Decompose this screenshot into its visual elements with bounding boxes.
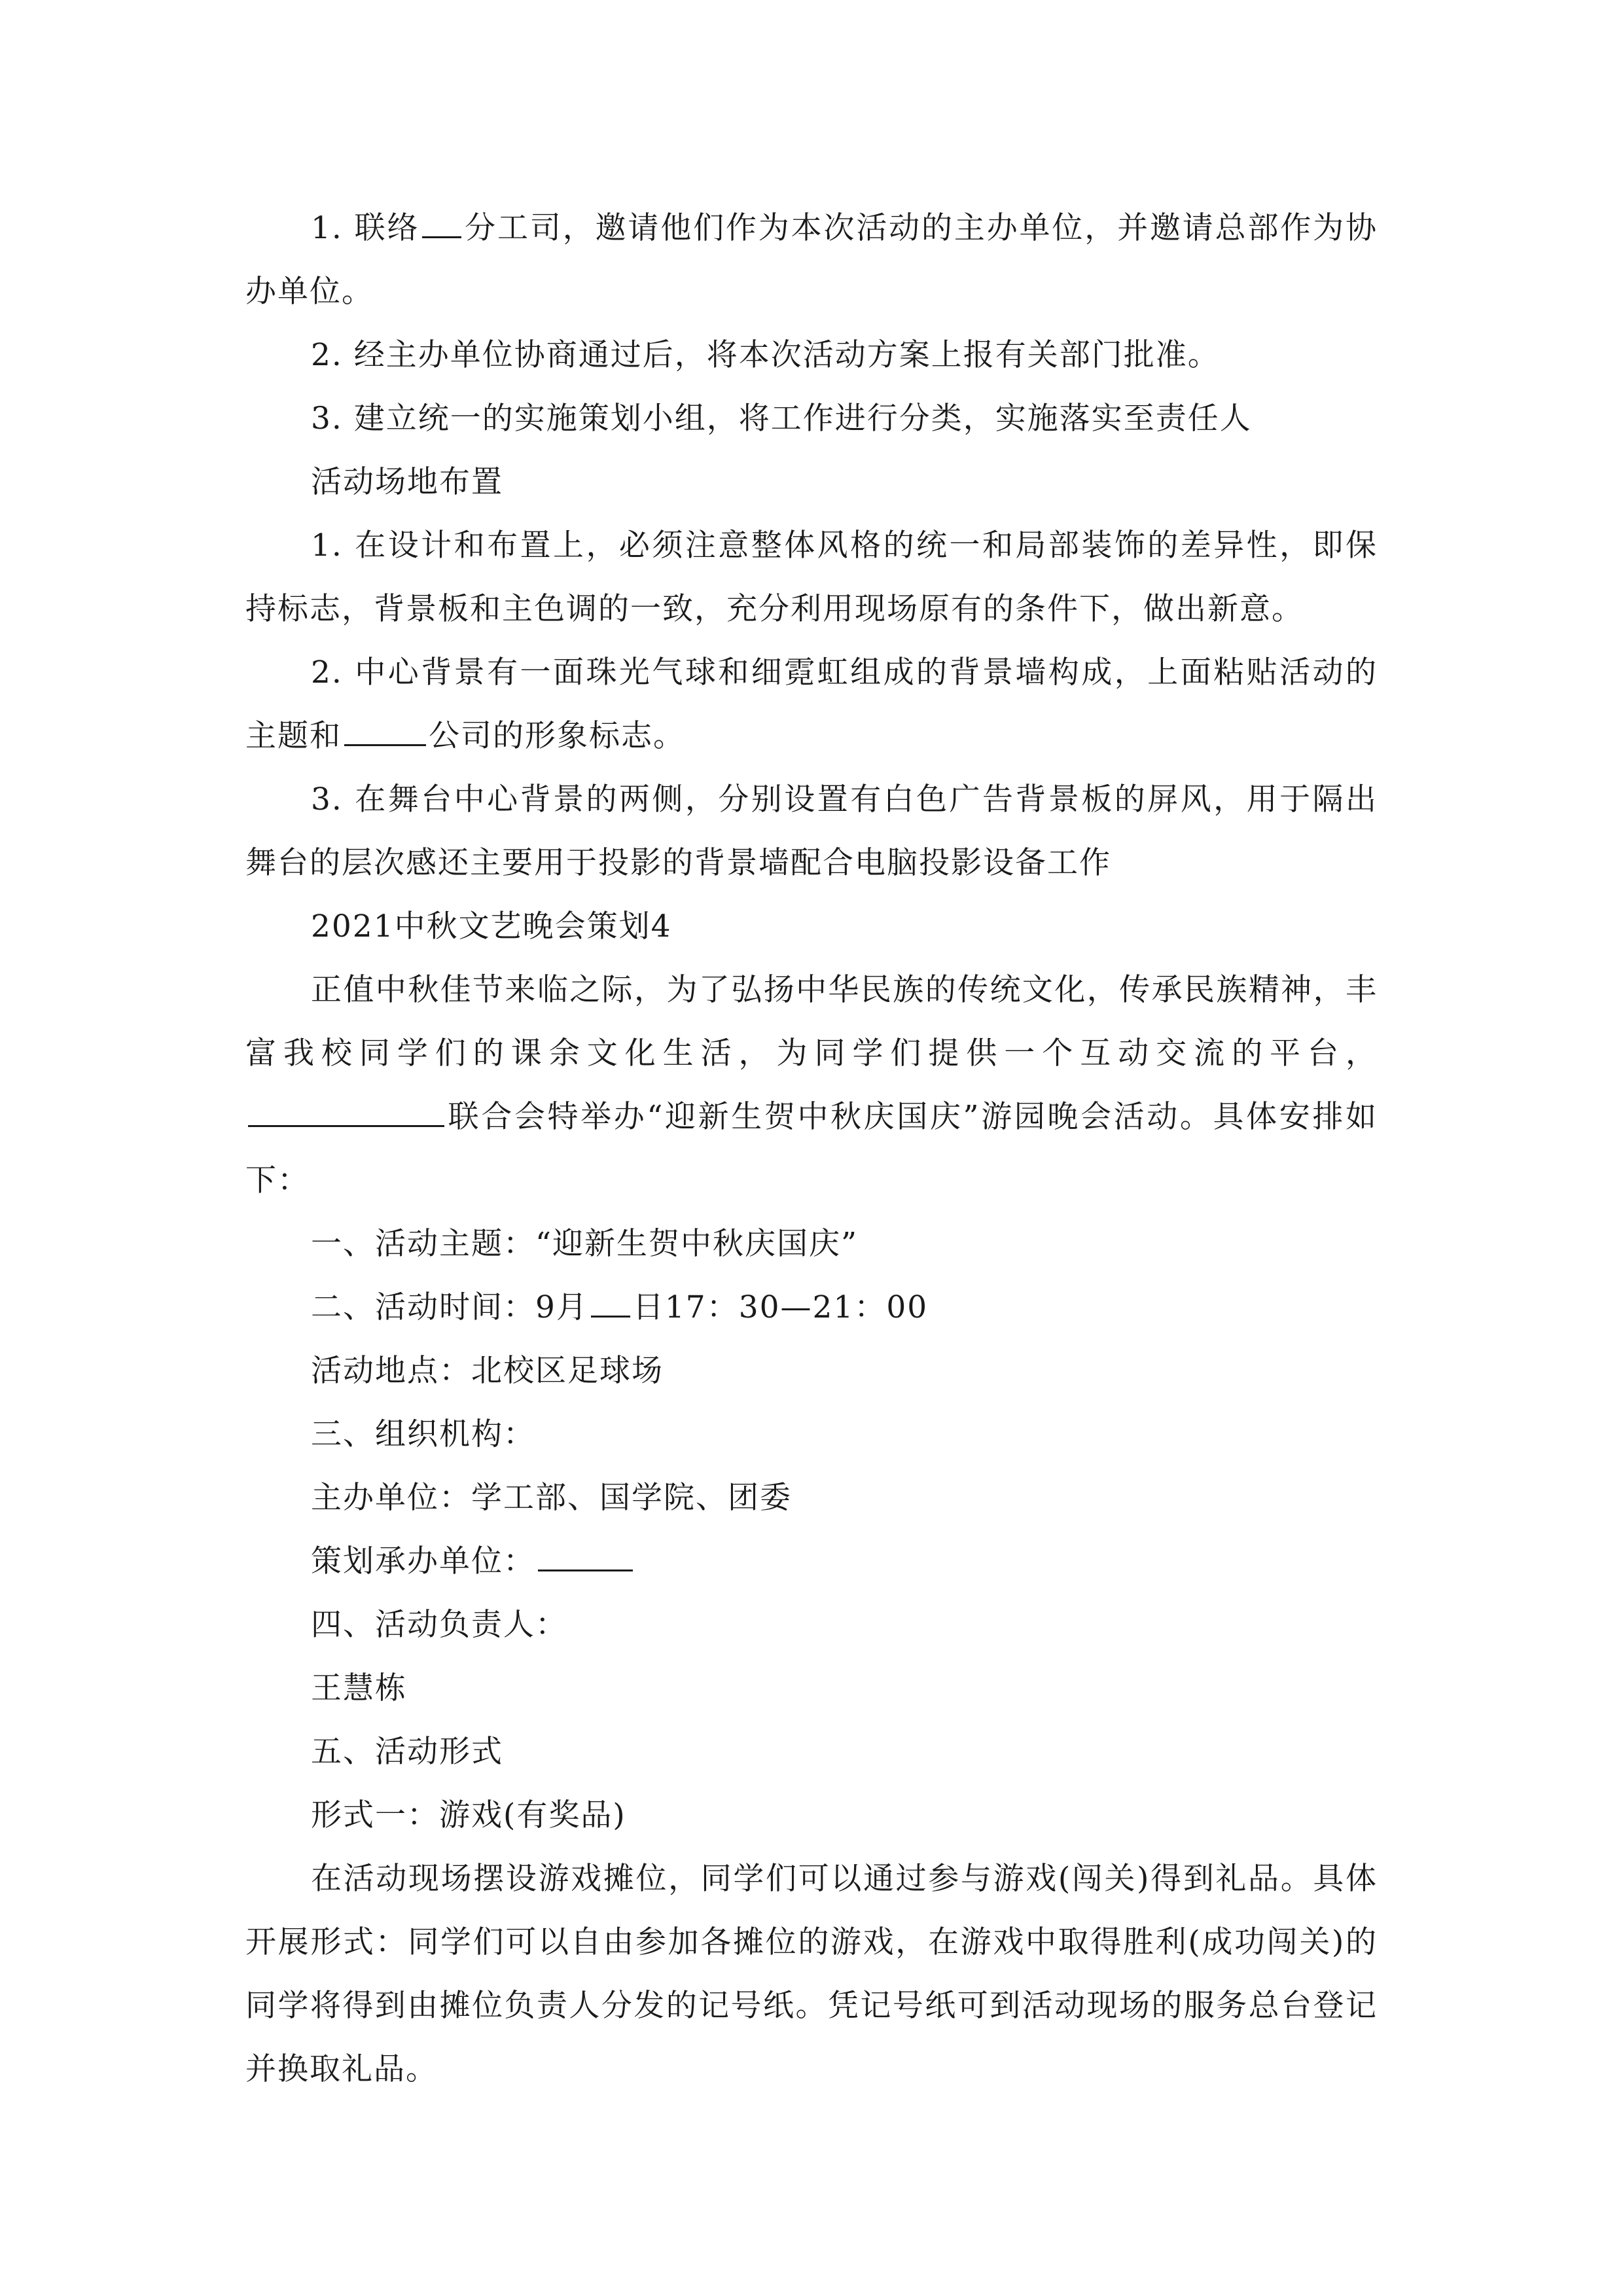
paragraph-text: 主办单位：学工部、国学院、团委 [311,1480,792,1516]
paragraph [245,895,1378,958]
paragraph [245,1339,1378,1403]
paragraph-text: 1. 联络 [311,210,420,246]
paragraph [245,196,1378,323]
paragraph [245,1530,1378,1593]
fill-in-blank [344,708,426,746]
document-body [245,196,1378,2101]
paragraph-text: 2021中秋文艺晚会策划4 [311,908,672,944]
paragraph [245,1847,1378,2101]
paragraph-text: 在活动现场摆设游戏摊位，同学们可以通过参与游戏(闯关)得到礼品。具体开展形式：同学们可以自由参加各摊位的游戏，在游戏中取得胜利(成功闯关)的同学将得到由摊位负责人分发的记号纸。凭记号纸可到活动现场的服务总台登记并换取礼品。 [245,1861,1378,2087]
paragraph-text: 二、活动时间：9月 [311,1289,588,1325]
paragraph-text: 活动地点：北校区足球场 [311,1353,664,1389]
paragraph-text: 一、活动主题：“迎新生贺中秋庆国庆” [311,1226,859,1262]
fill-in-blank [591,1279,630,1318]
paragraph-text: 1. 在设计和布置上，必须注意整体风格的统一和局部装饰的差异性，即保持标志，背景板和主色调的一致，充分利用现场原有的条件下，做出新意。 [245,528,1378,627]
paragraph [245,1657,1378,1720]
paragraph [245,1466,1378,1530]
paragraph-text-continued: 公司的形象标志。 [429,718,685,754]
paragraph [245,1403,1378,1466]
paragraph [245,387,1378,450]
fill-in-blank [248,1088,444,1127]
paragraph-text-continued: 联合会特举办“迎新生贺中秋庆国庆”游园晚会活动。具体安排如下： [245,1099,1378,1198]
fill-in-blank [538,1533,633,1571]
paragraph-text: 三、组织机构： [311,1416,535,1452]
paragraph [245,450,1378,514]
paragraph-text: 3. 在舞台中心背景的两侧，分别设置有白色广告背景板的屏风，用于隔出舞台的层次感还主要用于投影的背景墙配合电脑投影设备工作 [245,781,1378,881]
paragraph-text: 2. 经主办单位协商通过后，将本次活动方案上报有关部门批准。 [311,337,1220,373]
paragraph [245,1720,1378,1784]
paragraph-text: 策划承办单位： [311,1543,535,1579]
paragraph [245,323,1378,387]
paragraph [245,514,1378,641]
paragraph-text: 形式一：游戏(有奖品) [311,1797,626,1833]
paragraph-text: 2. 中心背景有一面珠光气球和细霓虹组成的背景墙构成，上面粘贴活动的主题和 [245,655,1378,754]
paragraph-text: 五、活动形式 [311,1734,503,1770]
paragraph-text-continued: 日17：30—21：00 [632,1289,929,1325]
paragraph-text: 四、活动负责人： [311,1607,567,1643]
paragraph [245,1593,1378,1657]
paragraph [245,768,1378,895]
paragraph [245,1276,1378,1339]
paragraph [245,1212,1378,1276]
paragraph-text: 活动场地布置 [311,464,503,500]
paragraph-text: 正值中秋佳节来临之际，为了弘扬中华民族的传统文化，传承民族精神，丰富我校同学们的课余文化生活，为同学们提供一个互动交流的平台， [245,972,1378,1071]
paragraph-text: 王慧栋 [311,1670,407,1706]
paragraph [245,641,1378,768]
paragraph-text-continued: 分工司，邀请他们作为本次活动的主办单位，并邀请总部作为协办单位。 [245,210,1378,310]
paragraph [245,958,1378,1212]
fill-in-blank [422,200,461,238]
paragraph [245,1784,1378,1847]
paragraph-text: 3. 建立统一的实施策划小组，将工作进行分类，实施落实至责任人 [311,401,1252,437]
